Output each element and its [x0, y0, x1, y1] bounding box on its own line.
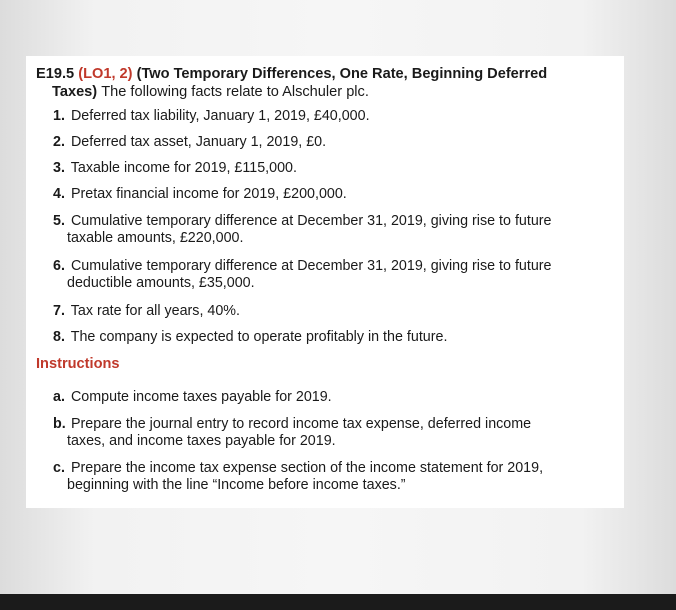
- exercise-number: E19.5: [36, 66, 75, 82]
- instruction-item: a. Compute income taxes payable for 2019.: [53, 389, 332, 405]
- exercise-title-end: Taxes): [52, 84, 98, 100]
- fact-item: 2. Deferred tax asset, January 1, 2019, £0.: [53, 134, 327, 150]
- instruction-item: c. Prepare the income tax expense section of the income statement for 2019, beginning with the line “Income before income taxes.”: [53, 460, 544, 493]
- textbook-page: [26, 56, 624, 508]
- fact-item: 6. Cumulative temporary difference at December 31, 2019, giving rise to future deductible amounts, £35,000.: [53, 258, 552, 291]
- instruction-item: b. Prepare the journal entry to record income tax expense, deferred income taxes, and income taxes payable for 2019.: [53, 416, 532, 449]
- exercise-title: (Two Temporary Differences, One Rate, Beginning Deferred: [136, 66, 548, 82]
- bottom-bar: [0, 594, 676, 610]
- instructions-heading: Instructions: [36, 356, 120, 372]
- exercise-intro: The following facts relate to Alschuler plc.: [101, 84, 369, 100]
- exercise-heading: [36, 65, 616, 101]
- fact-item: 1. Deferred tax liability, January 1, 2019, £40,000.: [53, 108, 370, 124]
- fact-item: 4. Pretax financial income for 2019, £200,000.: [53, 186, 347, 202]
- fact-item: 8. The company is expected to operate profitably in the future.: [53, 329, 448, 345]
- fact-item: 7. Tax rate for all years, 40%.: [53, 303, 240, 319]
- fact-item: 5. Cumulative temporary difference at December 31, 2019, giving rise to future taxable amounts, £220,000.: [53, 213, 552, 246]
- learning-objectives: (LO1, 2): [78, 66, 133, 82]
- fact-item: 3. Taxable income for 2019, £115,000.: [53, 160, 297, 176]
